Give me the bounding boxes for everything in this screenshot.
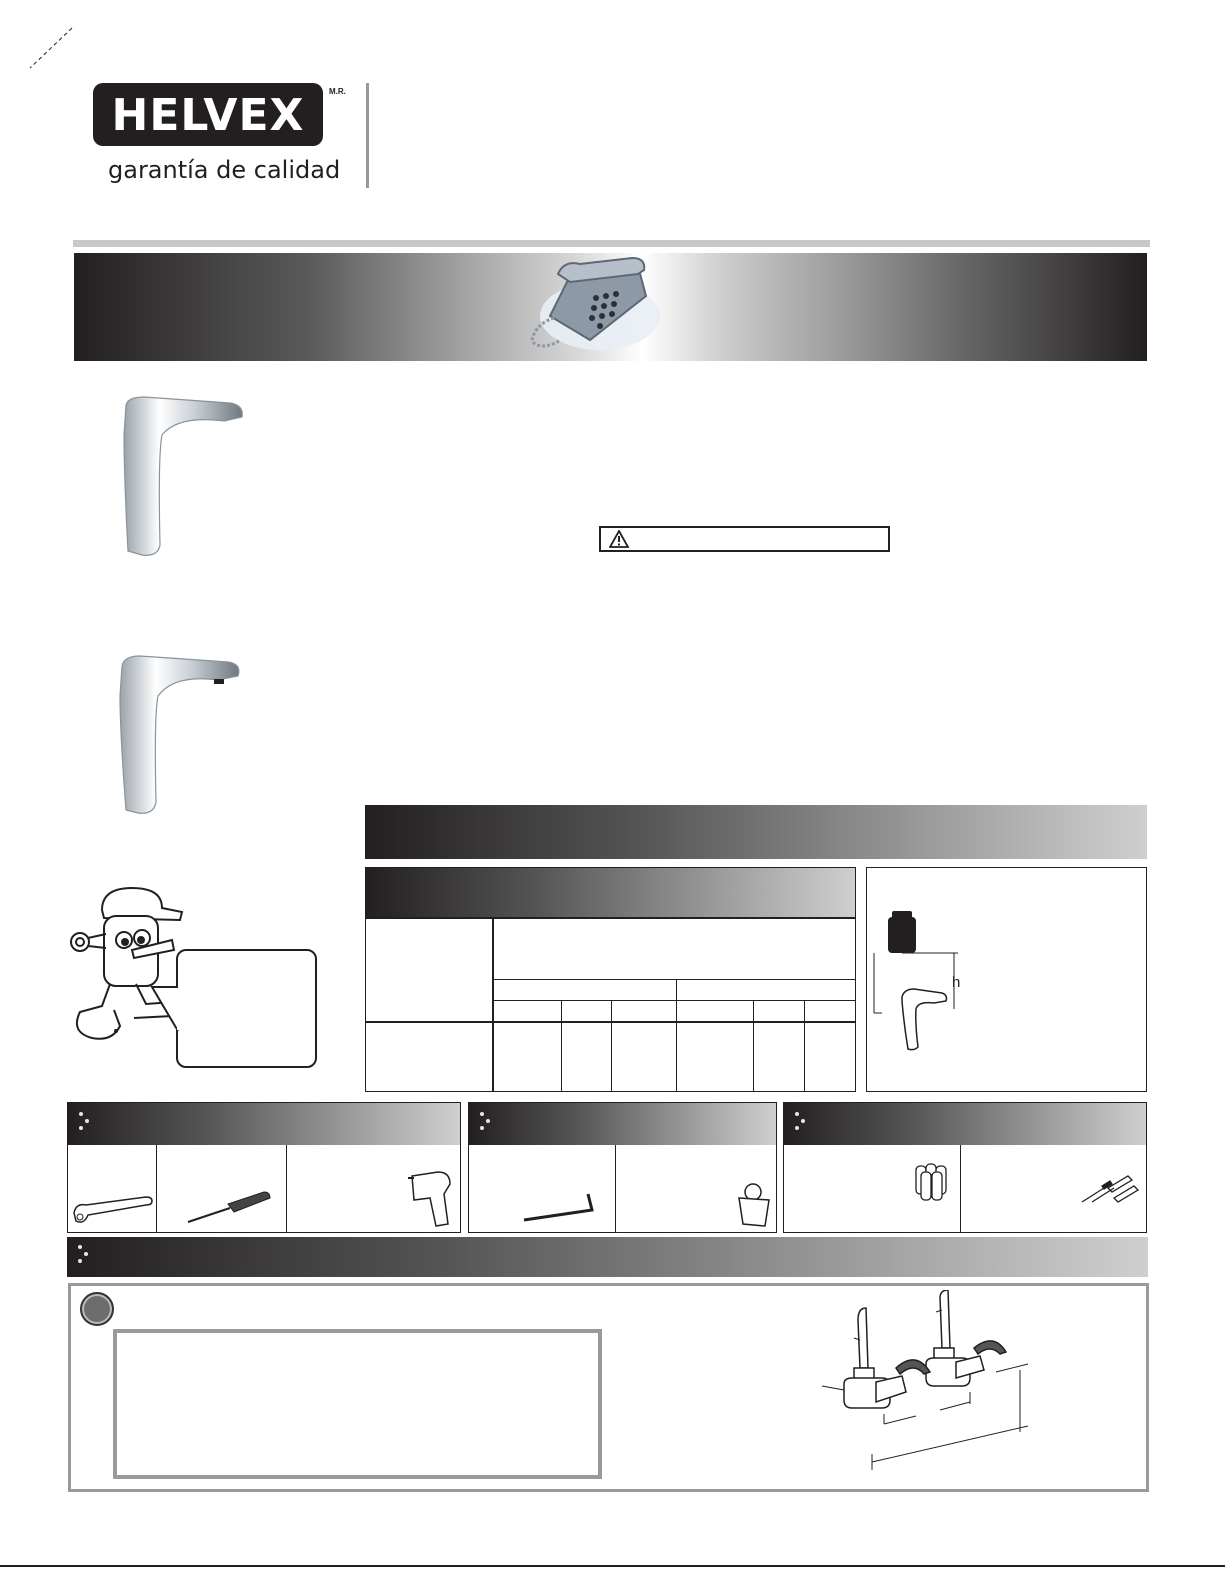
logo-brand: HELVEX — [111, 90, 305, 141]
bullet-dots-icon — [79, 1112, 91, 1134]
cell-divider — [615, 1145, 616, 1232]
logo-tagline: garantía de calidad — [108, 156, 341, 184]
wrench-icon — [70, 1193, 154, 1227]
cell-divider — [286, 1145, 287, 1232]
bullet-dots-icon — [795, 1112, 807, 1134]
installation-steps-header — [67, 1237, 1148, 1277]
top-rule — [73, 240, 1150, 247]
table-rule — [676, 979, 677, 1091]
table-rule — [753, 1000, 754, 1091]
speech-bubble — [176, 949, 317, 1068]
height-label: h — [952, 974, 961, 991]
speech-bubble-tail — [150, 985, 180, 1035]
clamp-icon — [733, 1182, 773, 1228]
supply-valves-icon — [816, 1290, 1032, 1480]
step-1-note-box — [113, 1329, 602, 1479]
logo-separator — [366, 83, 369, 188]
table-rule — [494, 979, 855, 980]
bottom-rule — [0, 1565, 1225, 1567]
screwdriver-icon — [184, 1190, 274, 1228]
step-number-badge — [80, 1292, 114, 1326]
screws-anchors-icon — [1078, 1168, 1144, 1206]
cell-divider — [156, 1145, 157, 1232]
cell-divider — [960, 1145, 961, 1232]
height-diagram-drawing — [868, 905, 978, 1055]
table-rule — [492, 917, 494, 1091]
bullet-dots-icon — [480, 1112, 492, 1134]
included-tools-header — [469, 1103, 776, 1145]
warning-triangle-icon — [609, 530, 629, 548]
faucet-sensor-icon — [114, 652, 249, 817]
bullet-dots-icon — [78, 1245, 90, 1267]
drill-icon — [408, 1168, 458, 1230]
crop-mark — [28, 26, 74, 70]
section-header-main — [365, 805, 1147, 859]
faucet-icon — [118, 395, 248, 560]
tools-panel-header — [68, 1103, 460, 1145]
table-rule — [611, 1000, 612, 1091]
table-rule — [804, 1000, 805, 1091]
table-rule — [494, 1000, 855, 1001]
accessories-header — [784, 1103, 1146, 1145]
table-rule — [561, 1000, 562, 1091]
allen-key-icon — [520, 1190, 602, 1224]
batteries-icon — [912, 1160, 956, 1202]
warning-box — [599, 526, 890, 552]
specs-table-header — [366, 868, 855, 917]
table-rule — [366, 917, 855, 919]
phone-icon — [520, 256, 660, 352]
logo-trademark: M.R. — [329, 87, 346, 96]
